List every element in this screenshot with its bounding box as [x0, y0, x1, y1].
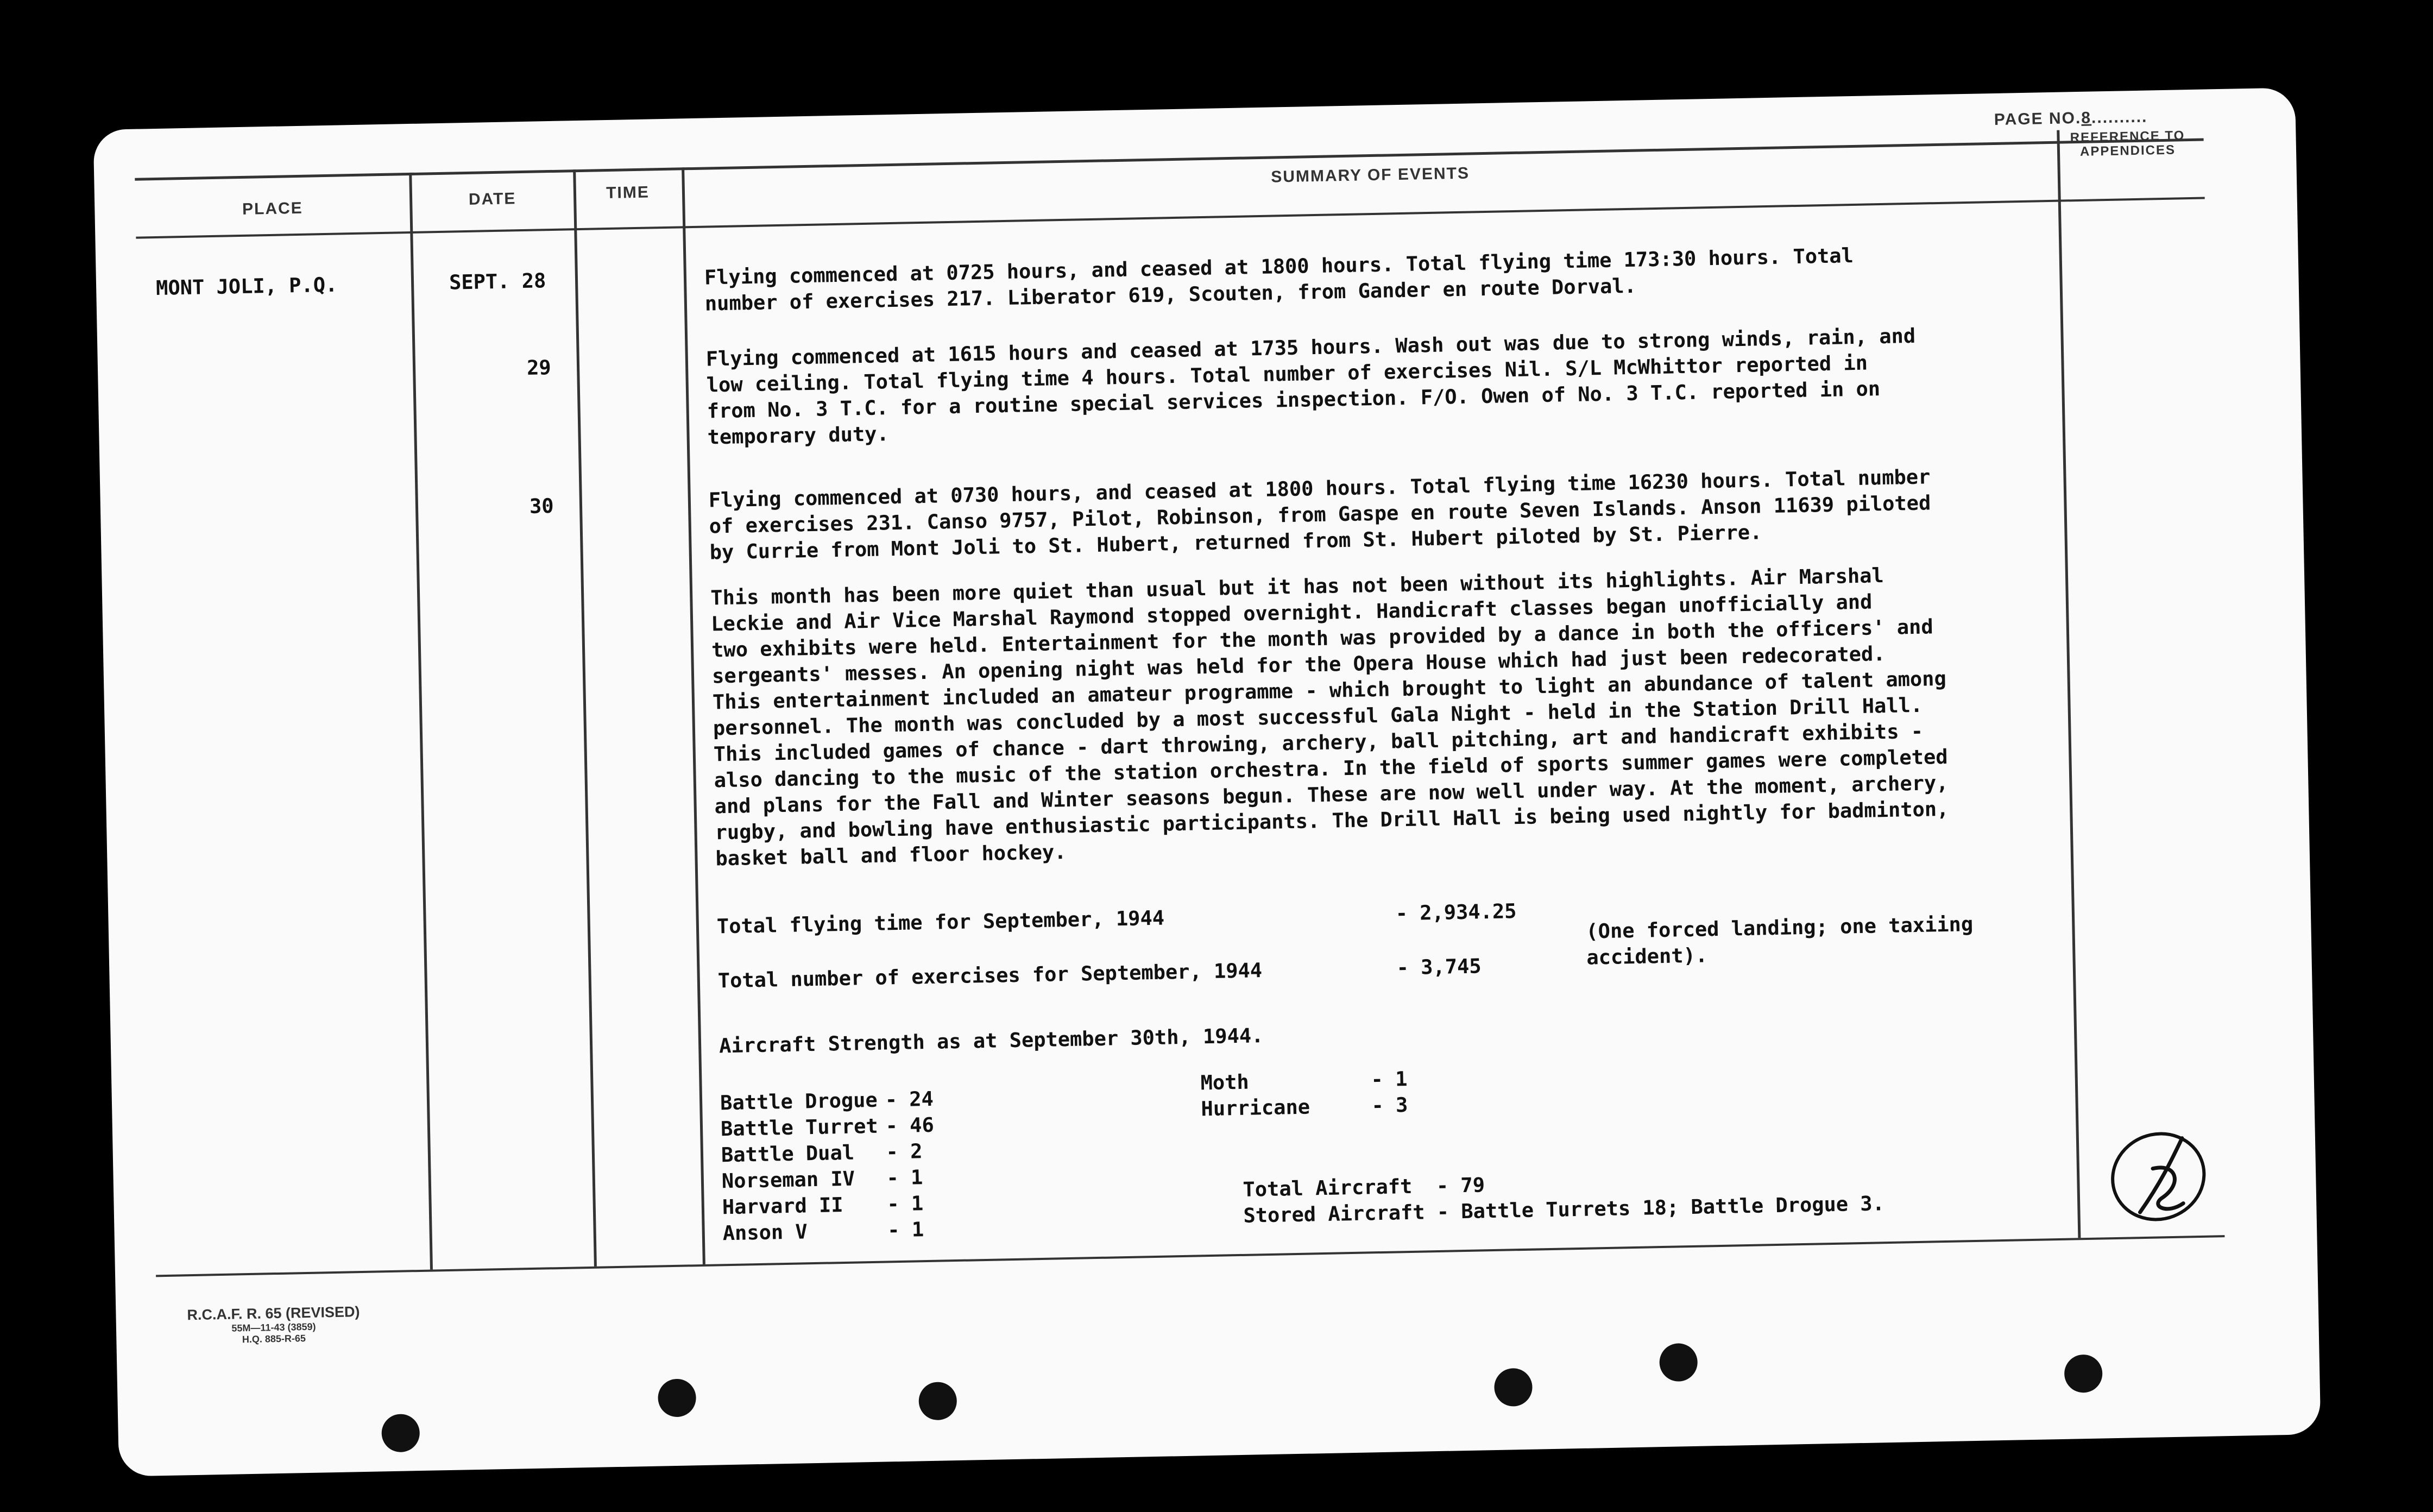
strength-heading: Aircraft Strength as at September 30th, 1944. [718, 1024, 1264, 1058]
form-id-line2: 55M—11-43 (3859) [231, 1321, 316, 1334]
exercises-label: Total number of exercises for September, 1944 [717, 959, 1263, 993]
entry-date-29: 29 [526, 356, 552, 380]
aircraft-row [721, 1138, 943, 1168]
stored-aircraft-label: Stored Aircraft [1243, 1200, 1425, 1227]
header-date: DATE [468, 190, 516, 209]
aircraft-count: - 1 [886, 1166, 923, 1190]
header-summary: SUMMARY OF EVENTS [1270, 164, 1470, 186]
totals-note: (One forced landing; one taxiing accident). [1585, 912, 1974, 969]
entry-date: SEPT. 28 [449, 269, 546, 294]
aircraft-row [721, 1164, 943, 1194]
form-identifier [154, 1303, 393, 1347]
event-sept-29: Flying commenced at 1615 hours and ceased at 1735 hours. Wash out was due to strong winds, rain, and low ceiling. Total flying time 4 hours. Total number of exercises Nil. S/L McWhittor reported in from No. 3 T.C. for a routine special services inspection. F/O. Owen of No. 3 T.C. reported in on temporary duty. [705, 324, 1916, 449]
aircraft-row [722, 1190, 943, 1220]
aircraft-count: - 46 [885, 1113, 935, 1138]
aircraft-name: Battle Turret [720, 1114, 879, 1141]
aircraft-left-table [720, 1086, 944, 1247]
binder-hole [2064, 1354, 2103, 1393]
flying-time-label: Total flying time for September, 1944 [716, 906, 1165, 938]
flying-time-value: - 2,934.25 [1395, 899, 1517, 925]
binder-hole [658, 1378, 696, 1417]
event-sept-30: Flying commenced at 0730 hours, and ceased at 1800 hours. Total flying time 16230 hours. Total number of exercises 231. Canso 9757, Pilot, Robinson, from Gaspe en route Seven Islands. Anson 11639 piloted by Currie from Mont Joli to St. Hubert, returned from St. Hubert piloted by St. Pierre. [708, 465, 1931, 564]
aircraft-row [722, 1216, 944, 1246]
aircraft-count: - 3 [1371, 1093, 1408, 1118]
aircraft-count: - 1 [887, 1218, 924, 1242]
aircraft-name: Battle Drogue [720, 1088, 878, 1115]
aircraft-row [1201, 1092, 1416, 1123]
aircraft-name: Norseman IV [721, 1167, 855, 1193]
aircraft-row [1200, 1066, 1415, 1097]
form-id-line1: R.C.A.F. R. 65 (REVISED) [187, 1303, 360, 1324]
aircraft-name: Moth [1200, 1070, 1250, 1095]
col-divider-date [573, 169, 597, 1267]
total-aircraft-value: - 79 [1436, 1173, 1485, 1198]
aircraft-row [720, 1086, 942, 1117]
header-time: TIME [606, 183, 650, 203]
stored-aircraft-value: - Battle Turrets 18; Battle Drogue 3. [1436, 1192, 1885, 1224]
binder-hole [918, 1382, 957, 1420]
total-aircraft-label: Total Aircraft [1243, 1174, 1413, 1201]
col-divider-time [682, 167, 705, 1264]
header-place: PLACE [242, 199, 304, 218]
aircraft-count: - 1 [886, 1192, 924, 1216]
aircraft-row [721, 1112, 942, 1143]
aircraft-right-table [1200, 1066, 1416, 1123]
aircraft-name: Harvard II [722, 1193, 844, 1219]
aircraft-name: Battle Dual [721, 1141, 855, 1167]
aircraft-name: Hurricane [1201, 1095, 1310, 1121]
page-no-label: PAGE NO. [1994, 109, 2082, 129]
event-sept-28: Flying commenced at 0725 hours, and ceased at 1800 hours. Total flying time 173:30 hours. Total number of exercises 217. Liberator 619, Scouten, from Gander en route Dorval. [704, 243, 1854, 316]
form-id-line3: H.Q. 885-R-65 [242, 1333, 306, 1345]
exercises-value: - 3,745 [1396, 954, 1482, 980]
page-number: PAGE NO.8.......... [1994, 108, 2148, 129]
aircraft-count: - 1 [1371, 1067, 1408, 1092]
entry-place: MONT JOLI, P.Q. [155, 273, 338, 300]
col-divider-place [409, 173, 433, 1270]
binder-hole [381, 1414, 420, 1452]
entry-date-30: 30 [529, 494, 554, 518]
diary-card [93, 87, 2321, 1476]
binder-hole [1494, 1368, 1533, 1407]
footer-rule [156, 1235, 2224, 1277]
aircraft-count: - 2 [886, 1139, 923, 1164]
aircraft-count: - 24 [885, 1087, 934, 1112]
monthly-summary: This month has been more quiet than usual but it has not been without its highlights. Air Marshal Leckie and Air Vice Marshal Raymond stopped overnight. Handicraft classes began unofficially and two exhibits were held. Entertainment for the month was provided by a dance in both the officers' and sergeants' messes. An opening night was held for the Opera House which had just been redecorated. This entertainment included an amateur programme - which brought to light an abundance of talent among personnel. The month was concluded by a most successful Gala Night - held in the Station Drill Hall. This included games of chance - dart throwing, archery, ball pitching, art and handicraft exhibits - also dancing to the music of the station orchestra. In the field of sports summer games were completed and plans for the Fall and Winter seasons begun. These are now well under way. At the moment, archery, rugby, and bowling have enthusiastic participants. The Drill Hall is being used nightly for badminton, basket ball and floor hockey. [710, 564, 1949, 871]
binder-hole [1659, 1343, 1698, 1382]
aircraft-name: Anson V [722, 1220, 808, 1245]
initials-signature-mark [2100, 1116, 2222, 1237]
header-reference: REFERENCE TO APPENDICES [2070, 128, 2185, 159]
stored-aircraft [1194, 1164, 1885, 1256]
col-divider-summary [2057, 130, 2081, 1238]
page-no-value: 8 [2081, 109, 2092, 127]
